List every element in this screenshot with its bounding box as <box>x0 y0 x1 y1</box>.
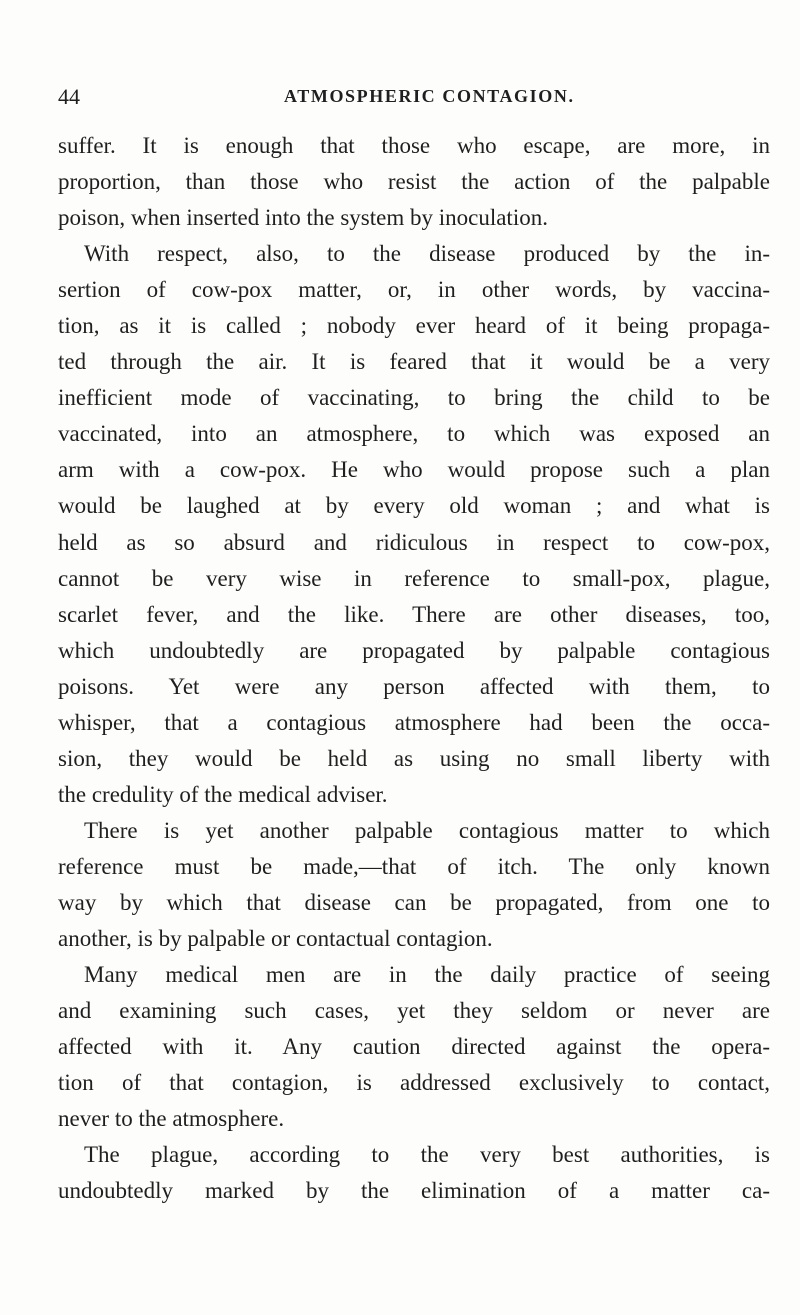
running-head: ATMOSPHERIC CONTAGION. <box>284 86 575 106</box>
page-number: 44 <box>58 84 80 109</box>
text-line: whisper, that a contagious atmosphere had been the occa- <box>58 709 770 735</box>
text-line: sertion of cow-pox matter, or, in other words, by vaccina- <box>58 277 770 303</box>
text-line: The plague, according to the very best authorities, is <box>84 1142 770 1168</box>
text-line: With respect, also, to the disease produced by the in- <box>84 241 770 267</box>
text-line: arm with a cow-pox. He who would propose such a plan <box>58 457 770 483</box>
text-line: undoubtedly marked by the elimination of a matter ca- <box>58 1178 770 1204</box>
text-line: tion of that contagion, is addressed exclusively to contact, <box>58 1070 770 1096</box>
text-line: and examining such cases, yet they seldom or never are <box>58 998 770 1024</box>
text-line: poison, when inserted into the system by inoculation. <box>58 205 548 231</box>
text-line: ted through the air. It is feared that it would be a very <box>58 349 770 375</box>
body-text <box>58 128 770 1209</box>
text-line: There is yet another palpable contagious matter to which <box>84 817 770 843</box>
text-line: cannot be very wise in reference to small-pox, plague, <box>58 565 770 591</box>
text-line: never to the atmosphere. <box>58 1106 285 1132</box>
page-header <box>58 84 758 114</box>
text-line: suffer. It is enough that those who escape, are more, in <box>58 133 770 158</box>
text-line: which undoubtedly are propagated by palpable contagious <box>58 637 770 663</box>
text-line: poisons. Yet were any person affected with them, to <box>58 673 770 699</box>
text-line: way by which that disease can be propagated, from one to <box>58 889 770 915</box>
text-line: held as so absurd and ridiculous in respect to cow-pox, <box>58 529 770 555</box>
text-line: proportion, than those who resist the action of the palpable <box>58 169 770 195</box>
text-line: tion, as it is called ; nobody ever heard of it being propaga- <box>58 313 770 339</box>
text-line: affected with it. Any caution directed against the opera- <box>58 1034 770 1060</box>
text-line: would be laughed at by every old woman ; and what is <box>58 493 770 519</box>
text-line: sion, they would be held as using no small liberty with <box>58 745 770 771</box>
text-line: Many medical men are in the daily practice of seeing <box>84 962 770 988</box>
text-line: vaccinated, into an atmosphere, to which was exposed an <box>58 421 770 447</box>
text-line: the credulity of the medical adviser. <box>58 781 388 807</box>
text-line: inefficient mode of vaccinating, to bring the child to be <box>58 385 770 411</box>
text-line: another, is by palpable or contactual contagion. <box>58 926 493 952</box>
text-line: scarlet fever, and the like. There are other diseases, too, <box>58 601 770 627</box>
text-line: reference must be made,—that of itch. The only known <box>58 853 770 879</box>
